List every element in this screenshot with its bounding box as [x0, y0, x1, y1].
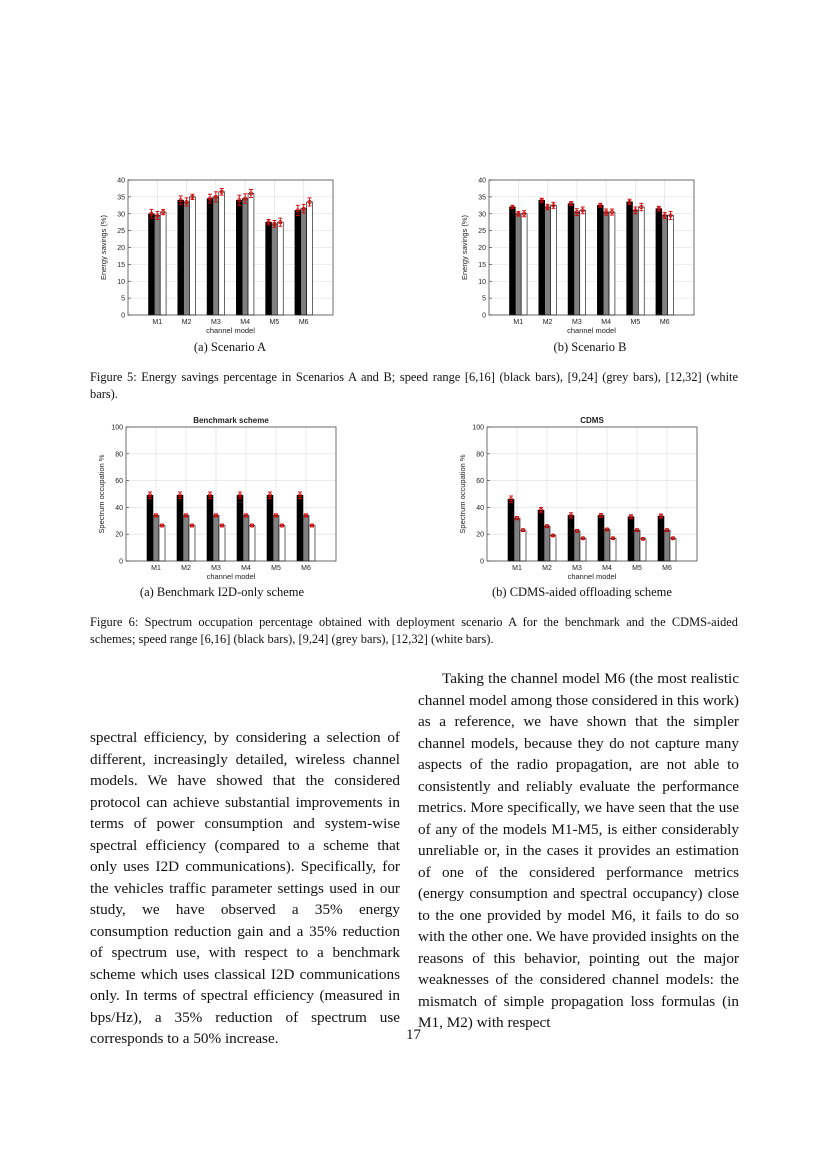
y-tick-label: 100 [472, 424, 484, 432]
x-tick-label: M5 [271, 565, 281, 572]
y-axis-label: Energy savings (%) [460, 214, 469, 281]
chart-title: CDMS [580, 416, 604, 425]
y-tick-label: 15 [478, 261, 486, 269]
bar [303, 515, 309, 561]
bar [277, 222, 283, 315]
bar [634, 530, 640, 561]
bar [515, 214, 521, 315]
bar [521, 214, 527, 315]
y-tick-label: 15 [117, 261, 125, 269]
y-tick-label: 20 [117, 245, 125, 252]
bar [508, 499, 514, 561]
y-tick-label: 20 [476, 531, 484, 539]
y-axis-label: Spectrum occupation % [97, 454, 106, 534]
bar [219, 192, 225, 315]
bar [178, 200, 184, 315]
y-tick-label: 5 [482, 295, 486, 303]
x-tick-label: M1 [513, 319, 524, 326]
bar [538, 510, 544, 561]
bar [189, 525, 195, 561]
bar [236, 200, 242, 315]
bar [514, 518, 520, 561]
y-axis-label: Energy savings (%) [99, 214, 108, 281]
x-tick-label: M1 [512, 565, 522, 572]
bar [545, 207, 551, 315]
bar [183, 515, 189, 561]
bar [248, 194, 254, 316]
bar [664, 530, 670, 561]
bar [598, 515, 604, 561]
y-tick-label: 35 [117, 194, 125, 202]
bar [510, 207, 516, 315]
x-tick-label: M5 [269, 319, 280, 326]
figure-5-caption: Figure 5: Energy savings percentage in Scenarios A and B; speed range [6,16] (black bars), [9,24] (grey bars), [12,32] (white bars). [90, 370, 738, 401]
x-tick-label: M4 [602, 565, 612, 572]
bar [574, 531, 580, 561]
x-tick-label: M6 [662, 565, 672, 572]
bar [539, 200, 545, 315]
x-tick-label: M5 [632, 565, 642, 572]
x-tick-label: M6 [301, 565, 311, 572]
bar [604, 530, 610, 561]
y-tick-label: 25 [478, 228, 486, 236]
y-tick-label: 10 [478, 278, 486, 286]
bar [149, 214, 155, 315]
x-tick-label: M1 [152, 319, 163, 326]
figure-6a-svg [96, 411, 346, 583]
bar [213, 515, 219, 561]
figure-6b-svg [457, 411, 707, 583]
figure-6a-subcaption: (a) Benchmark I2D-only scheme [139, 585, 305, 599]
bar [279, 525, 285, 561]
x-axis-label: channel model [567, 326, 616, 335]
bar [177, 495, 183, 561]
x-tick-label: M2 [542, 319, 553, 326]
bar [638, 207, 644, 315]
y-tick-label: 80 [115, 451, 123, 459]
bar [272, 224, 278, 315]
figure-6b-subcaption: (b) CDMS-aided offloading scheme [492, 585, 672, 599]
bar [670, 538, 676, 561]
y-tick-label: 0 [482, 312, 486, 320]
figure-5b-subcaption: (b) Scenario B [553, 340, 627, 354]
bar [597, 205, 603, 315]
bar [219, 525, 225, 561]
bar [267, 495, 273, 561]
left-column-paragraph: spectral efficiency, by considering a selection of different, increasingly detailed, wireless channel models. We have showed that the considered protocol can achieve substantial improvements in terms of power consumption and system-wise spectral efficiency (compared to a scheme that only uses I2D communications). Specifically, for the vehicles traffic parameter settings used in our study, we have observed a 35% energy consumption reduction gain and a 35% reduction of spectrum use, with respect to a benchmark scheme which uses classical I2D communications only. In terms of spectral efficiency (measured in bps/Hz), a 35% reduction of spectrum use corresponds to a 50% increase. [90, 729, 400, 1047]
bar [544, 526, 550, 561]
bar [668, 215, 674, 315]
left-column [90, 727, 400, 1050]
bar [580, 210, 586, 315]
y-tick-label: 20 [478, 245, 486, 252]
bar [213, 197, 219, 315]
bar [633, 210, 639, 315]
x-tick-label: M1 [151, 565, 161, 572]
y-axis-label: Spectrum occupation % [458, 454, 467, 534]
bar [237, 495, 243, 561]
bar [656, 209, 662, 315]
bar [640, 539, 646, 561]
bar [550, 536, 556, 561]
y-tick-label: 60 [476, 478, 484, 486]
x-tick-label: M6 [659, 319, 670, 326]
bar [273, 515, 279, 561]
x-tick-label: M3 [211, 565, 221, 572]
y-tick-label: 35 [478, 194, 486, 202]
x-axis-label: channel model [206, 326, 255, 335]
y-tick-label: 100 [111, 424, 123, 432]
bar [160, 212, 166, 315]
figure-5a-subcaption: (a) Scenario A [193, 340, 267, 354]
y-tick-label: 5 [121, 295, 125, 303]
bar [658, 516, 664, 561]
bar [520, 530, 526, 561]
figure-5a-chart [100, 172, 340, 340]
x-axis-label: channel model [206, 572, 256, 581]
bar [190, 197, 196, 315]
bar [574, 212, 580, 315]
bar [301, 209, 307, 315]
bar [610, 538, 616, 561]
y-tick-label: 40 [115, 504, 123, 512]
bar [568, 204, 574, 315]
figure-5b-chart [461, 172, 701, 340]
figure-6b-chart [457, 411, 707, 583]
x-tick-label: M3 [210, 319, 221, 326]
figure-5b-svg [461, 172, 701, 340]
figure-5a-svg [100, 172, 340, 340]
bar [551, 205, 557, 315]
chart-title: Benchmark scheme [193, 416, 269, 425]
bar [309, 525, 315, 561]
right-column [418, 668, 739, 1034]
x-tick-label: M6 [298, 319, 309, 326]
figure-6a-chart [96, 411, 346, 583]
x-tick-label: M4 [241, 565, 251, 572]
bar [568, 515, 574, 561]
bar [243, 515, 249, 561]
bar [184, 202, 190, 315]
right-column-paragraph: Taking the channel model M6 (the most realistic channel model among those considered in this work) as a reference, we have shown that the simpler channel models, because they do not capture many aspects of the radio propagation, are not able to consistently and reliably evaluate the performance metrics. More specifically, we have seen that the use of any of the models M1-M5, is either considerably unreliable or, in the cases it provides an estimation of one of the considered performance metrics (energy consumption and spectral occupancy) close to the one provided by model M6, it fails to do so with the other one. We have provided insights on the reasons of this behavior, pointing out the major weaknesses of the considered channel models: the mismatch of simple propagation loss formulas (in M1, M2) with respect [418, 670, 739, 1031]
bar [628, 517, 634, 561]
x-tick-label: M3 [571, 319, 582, 326]
y-tick-label: 0 [119, 558, 123, 566]
x-tick-label: M4 [240, 319, 251, 326]
bar [307, 202, 313, 315]
bar [603, 212, 609, 315]
y-tick-label: 30 [117, 211, 125, 219]
y-tick-label: 10 [117, 278, 125, 286]
bar [627, 202, 633, 315]
x-tick-label: M5 [630, 319, 641, 326]
x-tick-label: M2 [181, 319, 192, 326]
y-tick-label: 40 [476, 504, 484, 512]
bar [242, 199, 248, 315]
page-number: 17 [406, 1027, 421, 1043]
y-tick-label: 80 [476, 451, 484, 459]
figure-6-caption: Figure 6: Spectrum occupation percentage obtained with deployment scenario A for the benchmark and the CDMS-aided schemes; speed range [6,16] (black bars), [9,24] (grey bars), [12,32] (white bars). [90, 615, 738, 646]
x-tick-label: M2 [542, 565, 552, 572]
bar [147, 495, 153, 561]
y-tick-label: 25 [117, 228, 125, 236]
y-tick-label: 0 [480, 558, 484, 566]
bar [266, 222, 272, 315]
bar [159, 525, 165, 561]
bar [154, 215, 160, 315]
y-tick-label: 0 [121, 312, 125, 320]
bar [580, 538, 586, 561]
y-tick-label: 20 [115, 531, 123, 539]
bar [297, 495, 303, 561]
x-tick-label: M2 [181, 565, 191, 572]
x-axis-label: channel model [567, 572, 617, 581]
bar [295, 210, 301, 315]
x-tick-label: M3 [572, 565, 582, 572]
y-tick-label: 60 [115, 478, 123, 486]
bar [153, 515, 159, 561]
y-tick-label: 30 [478, 211, 486, 219]
y-tick-label: 40 [478, 177, 486, 185]
x-tick-label: M4 [601, 319, 612, 326]
y-tick-label: 40 [117, 177, 125, 185]
bar [249, 525, 255, 561]
bar [609, 212, 615, 315]
bar [207, 199, 213, 315]
bar [662, 215, 668, 315]
bar [207, 495, 213, 561]
